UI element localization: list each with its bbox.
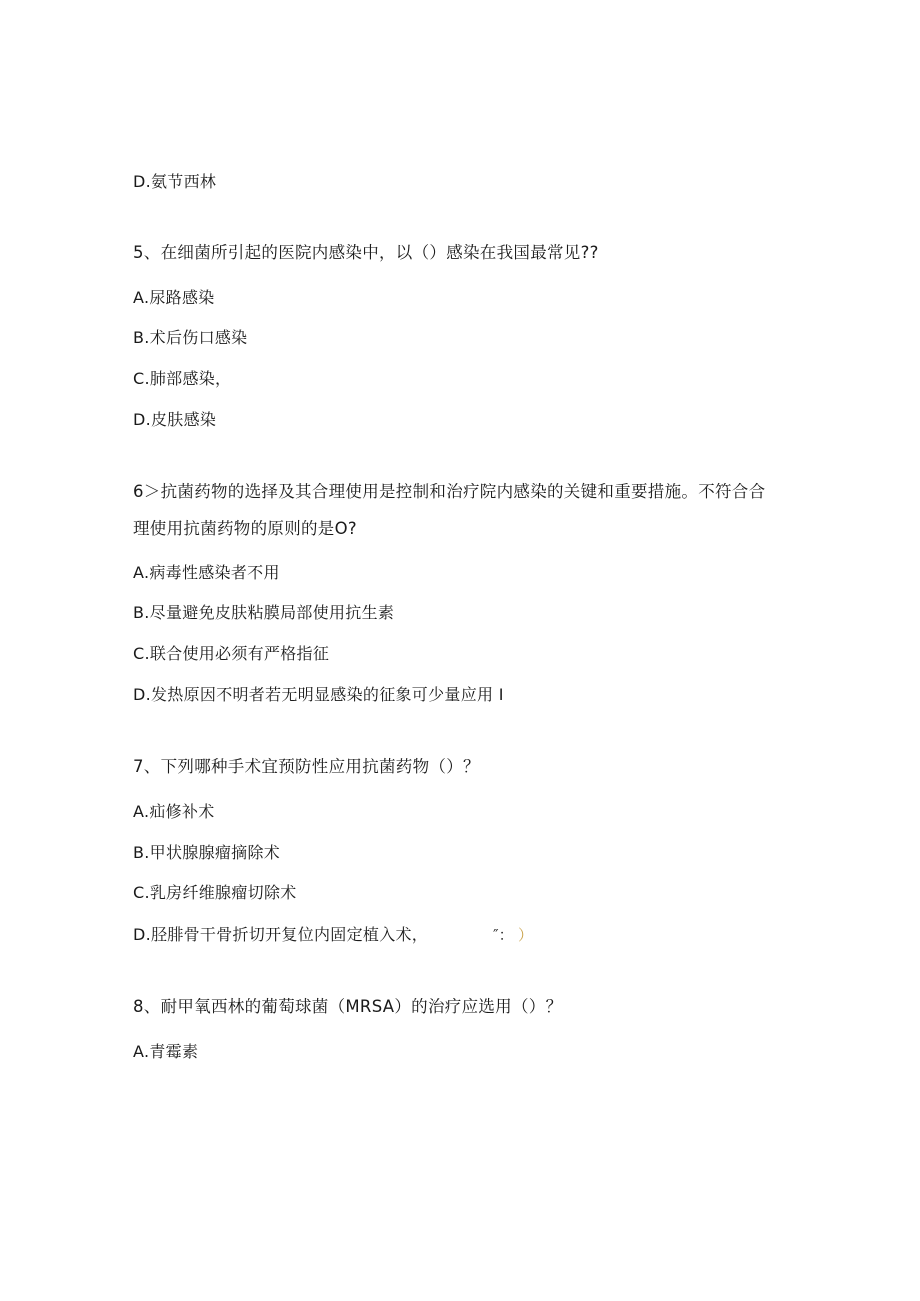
question-7: 7、下列哪种手术宜预防性应用抗菌药物（）？ bbox=[133, 757, 480, 776]
option-4d: D.氨节西林 bbox=[133, 172, 217, 191]
question-5: 5、在细菌所引起的医院内感染中，以（）感染在我国最常见?? bbox=[133, 243, 599, 262]
question-8: 8、耐甲氧西林的葡萄球菌（MRSA）的治疗应选用（）？ bbox=[133, 997, 563, 1016]
question-6-line-2: 理使用抗菌药物的原则的是O? bbox=[133, 519, 357, 538]
option-6c: C.联合使用必须有严格指征 bbox=[133, 644, 330, 663]
option-7d: D.胫腓骨干骨折切开复位内固定植入术， bbox=[133, 925, 429, 944]
option-5b: B.术后伤口感染 bbox=[133, 328, 248, 347]
question-6-line-1: 6＞抗菌药物的选择及其合理使用是控制和治疗院内感染的关键和重要措施。不符合合 bbox=[133, 482, 766, 501]
stray-paren: ） bbox=[518, 926, 534, 944]
stray-marks: ″： bbox=[493, 926, 514, 944]
option-6b: B.尽量避免皮肤粘膜局部使用抗生素 bbox=[133, 603, 395, 622]
option-5d: D.皮肤感染 bbox=[133, 410, 217, 429]
option-7c: C.乳房纤维腺瘤切除术 bbox=[133, 883, 297, 902]
option-7a: A.疝修补术 bbox=[133, 802, 215, 821]
option-6d: D.发热原因不明者若无明显感染的征象可少量应用 I bbox=[133, 685, 504, 704]
option-8a: A.青霉素 bbox=[133, 1042, 199, 1061]
option-5c: C.肺部感染， bbox=[133, 369, 232, 388]
option-7b: B.甲状腺腺瘤摘除术 bbox=[133, 843, 281, 862]
option-6a: A.病毒性感染者不用 bbox=[133, 563, 280, 582]
option-5a: A.尿路感染 bbox=[133, 288, 215, 307]
